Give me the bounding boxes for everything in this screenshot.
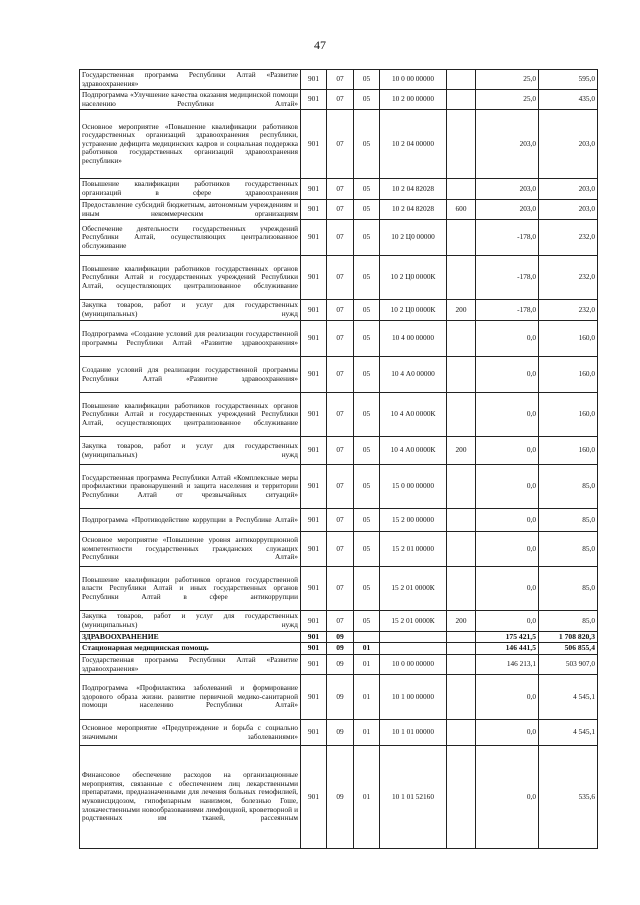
amount-total-cell: 232,0: [539, 220, 598, 256]
table-row: [80, 321, 598, 357]
expense-type-cell: [447, 720, 476, 746]
ministry-code-cell: 901: [301, 567, 327, 611]
section-code-cell: 07: [327, 509, 354, 532]
target-article-cell: 10 1 00 00000: [380, 675, 447, 720]
row-name-cell: ЗДРАВООХРАНЕНИЕ: [80, 632, 301, 643]
ministry-code-cell: 901: [301, 655, 327, 675]
table-row: [80, 720, 598, 746]
table-row: [80, 357, 598, 393]
target-article-cell: [380, 632, 447, 643]
amount-total-cell: 85,0: [539, 611, 598, 632]
target-article-cell: 10 4 А0 0000К: [380, 393, 447, 437]
target-article-cell: 10 0 00 00000: [380, 655, 447, 675]
amount-total-cell: 160,0: [539, 321, 598, 357]
row-name-cell: Финансовое обеспечение расходов на организационные мероприятия, связанные с обеспечением лиц лекарственными препаратами, предназначенными для лечения больных гемофилией, муковисцидозом, гипофизарным нанизмом, болезнью Гоше, злокачественными новообразованиями лимфоидной, кроветворной и родственных им тканей, рассеянным: [80, 746, 301, 849]
row-name-cell: Подпрограмма «Противодействие коррупции в Республике Алтай»: [80, 509, 301, 532]
row-name-cell: Государственная программа Республики Алтай «Развитие здравоохранения»: [80, 70, 301, 90]
target-article-cell: 10 2 04 00000: [380, 110, 447, 179]
row-name-cell: Основное мероприятие «Повышение квалификации работников государственных организаций здравоохранения республики, устранение дефицита медицинских кадров и социальная поддержка работников государственных организаций здравоохранения республики»: [80, 110, 301, 179]
target-article-cell: 10 1 01 52160: [380, 746, 447, 849]
ministry-code-cell: 901: [301, 611, 327, 632]
amount-change-cell: 146 213,1: [476, 655, 539, 675]
expense-type-cell: [447, 655, 476, 675]
section-code-cell: 07: [327, 256, 354, 300]
target-article-cell: 10 2 Ц0 00000: [380, 220, 447, 256]
ministry-code-cell: 901: [301, 179, 327, 200]
amount-total-cell: 203,0: [539, 179, 598, 200]
table-row: [80, 675, 598, 720]
table-row: [80, 179, 598, 200]
amount-total-cell: 506 855,4: [539, 643, 598, 655]
row-name-cell: Стационарная медицинская помощь: [80, 643, 301, 655]
amount-change-cell: 0,0: [476, 675, 539, 720]
subsection-code-cell: 05: [354, 393, 380, 437]
section-code-cell: 07: [327, 437, 354, 465]
amount-change-cell: 0,0: [476, 567, 539, 611]
table-row: [80, 532, 598, 567]
target-article-cell: 15 2 01 0000К: [380, 567, 447, 611]
section-code-cell: 07: [327, 300, 354, 321]
section-code-cell: 07: [327, 465, 354, 509]
ministry-code-cell: 901: [301, 90, 327, 110]
expense-type-cell: 200: [447, 437, 476, 465]
subsection-code-cell: 05: [354, 509, 380, 532]
section-code-cell: 07: [327, 110, 354, 179]
expense-type-cell: [447, 532, 476, 567]
ministry-code-cell: 901: [301, 720, 327, 746]
expense-type-cell: [447, 256, 476, 300]
subsection-code-cell: 05: [354, 90, 380, 110]
subsection-code-cell: 05: [354, 532, 380, 567]
section-code-cell: 09: [327, 632, 354, 643]
expense-type-cell: [447, 675, 476, 720]
row-name-cell: Предоставление субсидий бюджетным, автономным учреждениям и иным некоммерческим организациям: [80, 200, 301, 220]
expense-type-cell: [447, 465, 476, 509]
amount-change-cell: 0,0: [476, 532, 539, 567]
table-row: [80, 200, 598, 220]
table-row: [80, 300, 598, 321]
page-number: 47: [314, 38, 326, 52]
subsection-code-cell: 05: [354, 200, 380, 220]
expense-type-cell: [447, 632, 476, 643]
table-row: [80, 437, 598, 465]
subsection-code-cell: 05: [354, 357, 380, 393]
row-name-cell: Закупка товаров, работ и услуг для государственных (муниципальных) нужд: [80, 300, 301, 321]
section-code-cell: 07: [327, 357, 354, 393]
subsection-code-cell: 01: [354, 643, 380, 655]
subsection-code-cell: 01: [354, 720, 380, 746]
budget-table: [79, 69, 598, 849]
subsection-code-cell: [354, 632, 380, 643]
expense-type-cell: [447, 746, 476, 849]
row-name-cell: Закупка товаров, работ и услуг для государственных (муниципальных) нужд: [80, 437, 301, 465]
target-article-cell: 10 2 Ц0 0000К: [380, 300, 447, 321]
amount-total-cell: 1 708 820,3: [539, 632, 598, 643]
target-article-cell: 10 4 А0 00000: [380, 357, 447, 393]
expense-type-cell: [447, 509, 476, 532]
amount-total-cell: 4 545,1: [539, 675, 598, 720]
amount-change-cell: 203,0: [476, 200, 539, 220]
amount-total-cell: 85,0: [539, 509, 598, 532]
row-name-cell: Повышение квалификации работников государственных органов Республики Алтай и государственных учреждений Республики Алтай, осуществляющих централизованное обслуживание: [80, 256, 301, 300]
table-row: [80, 465, 598, 509]
target-article-cell: 10 2 04 82028: [380, 179, 447, 200]
target-article-cell: 15 2 01 0000К: [380, 611, 447, 632]
expense-type-cell: 200: [447, 300, 476, 321]
section-code-cell: 07: [327, 567, 354, 611]
subsection-code-cell: 01: [354, 746, 380, 849]
subsection-code-cell: 01: [354, 655, 380, 675]
amount-total-cell: 203,0: [539, 200, 598, 220]
subsection-code-cell: 05: [354, 256, 380, 300]
amount-total-cell: 535,6: [539, 746, 598, 849]
section-code-cell: 07: [327, 70, 354, 90]
table-row: [80, 567, 598, 611]
target-article-cell: 15 0 00 00000: [380, 465, 447, 509]
section-code-cell: 07: [327, 321, 354, 357]
ministry-code-cell: 901: [301, 220, 327, 256]
row-name-cell: Государственная программа Республики Алтай «Комплексные меры профилактики правонарушений и защита населения и территории Республики Алтай от чрезвычайных ситуаций»: [80, 465, 301, 509]
subsection-code-cell: 05: [354, 567, 380, 611]
table-row: [80, 509, 598, 532]
table-row: [80, 655, 598, 675]
amount-change-cell: 203,0: [476, 179, 539, 200]
row-name-cell: Подпрограмма «Профилактика заболеваний и формирование здорового образа жизни. развитие первичной медико-санитарной помощи населению Республики Алтай»: [80, 675, 301, 720]
table-row: [80, 393, 598, 437]
amount-change-cell: 0,0: [476, 465, 539, 509]
amount-total-cell: 203,0: [539, 110, 598, 179]
amount-change-cell: 0,0: [476, 509, 539, 532]
amount-change-cell: 25,0: [476, 90, 539, 110]
row-name-cell: Повышение квалификации работников государственных организаций в сфере здравоохранения: [80, 179, 301, 200]
ministry-code-cell: 901: [301, 70, 327, 90]
amount-total-cell: 85,0: [539, 465, 598, 509]
table-row: [80, 70, 598, 90]
section-code-cell: 09: [327, 720, 354, 746]
target-article-cell: 10 2 04 82028: [380, 200, 447, 220]
expense-type-cell: [447, 110, 476, 179]
expense-type-cell: [447, 393, 476, 437]
amount-change-cell: 0,0: [476, 746, 539, 849]
subsection-code-cell: 05: [354, 465, 380, 509]
subsection-code-cell: 05: [354, 300, 380, 321]
expense-type-cell: [447, 567, 476, 611]
section-code-cell: 09: [327, 675, 354, 720]
amount-change-cell: 25,0: [476, 70, 539, 90]
ministry-code-cell: 901: [301, 532, 327, 567]
expense-type-cell: [447, 179, 476, 200]
table-row: [80, 110, 598, 179]
amount-change-cell: 0,0: [476, 437, 539, 465]
amount-change-cell: -178,0: [476, 220, 539, 256]
section-code-cell: 07: [327, 179, 354, 200]
row-name-cell: Закупка товаров, работ и услуг для государственных (муниципальных) нужд: [80, 611, 301, 632]
table-row: [80, 256, 598, 300]
target-article-cell: 10 0 00 00000: [380, 70, 447, 90]
expense-type-cell: [447, 643, 476, 655]
amount-total-cell: 595,0: [539, 70, 598, 90]
amount-total-cell: 160,0: [539, 437, 598, 465]
target-article-cell: 10 4 00 00000: [380, 321, 447, 357]
ministry-code-cell: 901: [301, 643, 327, 655]
amount-change-cell: 0,0: [476, 321, 539, 357]
row-name-cell: Государственная программа Республики Алтай «Развитие здравоохранения»: [80, 655, 301, 675]
amount-change-cell: 0,0: [476, 611, 539, 632]
subsection-code-cell: 01: [354, 675, 380, 720]
ministry-code-cell: 901: [301, 256, 327, 300]
section-code-cell: 07: [327, 393, 354, 437]
table-row: [80, 220, 598, 256]
ministry-code-cell: 901: [301, 632, 327, 643]
amount-total-cell: 503 907,0: [539, 655, 598, 675]
subsection-code-cell: 05: [354, 437, 380, 465]
amount-change-cell: 203,0: [476, 110, 539, 179]
table-row: [80, 643, 598, 655]
amount-change-cell: 175 421,5: [476, 632, 539, 643]
target-article-cell: 15 2 00 00000: [380, 509, 447, 532]
ministry-code-cell: 901: [301, 321, 327, 357]
target-article-cell: [380, 643, 447, 655]
section-code-cell: 09: [327, 643, 354, 655]
row-name-cell: Создание условий для реализации государственной программы Республики Алтай «Развитие здравоохранения»: [80, 357, 301, 393]
row-name-cell: Подпрограмма «Создание условий для реализации государственной программы Республики Алтай «Развитие здравоохранения»: [80, 321, 301, 357]
ministry-code-cell: 901: [301, 437, 327, 465]
amount-total-cell: 232,0: [539, 256, 598, 300]
section-code-cell: 07: [327, 200, 354, 220]
expense-type-cell: [447, 357, 476, 393]
row-name-cell: Подпрограмма «Улучшение качества оказания медицинской помощи населению Республики Алтай»: [80, 90, 301, 110]
expense-type-cell: [447, 70, 476, 90]
amount-total-cell: 85,0: [539, 532, 598, 567]
amount-change-cell: 0,0: [476, 720, 539, 746]
table-row: [80, 632, 598, 643]
ministry-code-cell: 901: [301, 110, 327, 179]
amount-change-cell: -178,0: [476, 300, 539, 321]
subsection-code-cell: 05: [354, 611, 380, 632]
expense-type-cell: [447, 90, 476, 110]
table-row: [80, 746, 598, 849]
row-name-cell: Повышение квалификации работников органов государственной власти Республики Алтай и иных государственных органов Республики Алтай в сфере антикоррупции: [80, 567, 301, 611]
subsection-code-cell: 05: [354, 220, 380, 256]
section-code-cell: 07: [327, 90, 354, 110]
row-name-cell: Обеспечение деятельности государственных учреждений Республики Алтай, осуществляющих централизованное обслуживание: [80, 220, 301, 256]
section-code-cell: 09: [327, 746, 354, 849]
ministry-code-cell: 901: [301, 200, 327, 220]
expense-type-cell: 200: [447, 611, 476, 632]
expense-type-cell: 600: [447, 200, 476, 220]
subsection-code-cell: 05: [354, 179, 380, 200]
amount-total-cell: 160,0: [539, 357, 598, 393]
expense-type-cell: [447, 220, 476, 256]
section-code-cell: 07: [327, 611, 354, 632]
target-article-cell: 10 2 00 00000: [380, 90, 447, 110]
section-code-cell: 07: [327, 532, 354, 567]
subsection-code-cell: 05: [354, 110, 380, 179]
section-code-cell: 07: [327, 220, 354, 256]
target-article-cell: 10 4 А0 0000К: [380, 437, 447, 465]
amount-change-cell: 0,0: [476, 357, 539, 393]
target-article-cell: 10 1 01 00000: [380, 720, 447, 746]
ministry-code-cell: 901: [301, 393, 327, 437]
amount-change-cell: 146 441,5: [476, 643, 539, 655]
ministry-code-cell: 901: [301, 675, 327, 720]
ministry-code-cell: 901: [301, 300, 327, 321]
table-row: [80, 611, 598, 632]
amount-total-cell: 435,0: [539, 90, 598, 110]
section-code-cell: 09: [327, 655, 354, 675]
row-name-cell: Основное мероприятие «Повышение уровня антикоррупционной компетентности государственных гражданских служащих Республики Алтай»: [80, 532, 301, 567]
amount-total-cell: 232,0: [539, 300, 598, 321]
subsection-code-cell: 05: [354, 321, 380, 357]
ministry-code-cell: 901: [301, 746, 327, 849]
ministry-code-cell: 901: [301, 509, 327, 532]
row-name-cell: Повышение квалификации работников государственных органов Республики Алтай и государственных учреждений Республики Алтай, осуществляющих централизованное обслуживание: [80, 393, 301, 437]
table-row: [80, 90, 598, 110]
ministry-code-cell: 901: [301, 465, 327, 509]
row-name-cell: Основное мероприятие «Предупреждение и борьба с социально значимыми заболеваниями»: [80, 720, 301, 746]
amount-change-cell: 0,0: [476, 393, 539, 437]
target-article-cell: 10 2 Ц0 0000К: [380, 256, 447, 300]
amount-change-cell: -178,0: [476, 256, 539, 300]
ministry-code-cell: 901: [301, 357, 327, 393]
amount-total-cell: 4 545,1: [539, 720, 598, 746]
subsection-code-cell: 05: [354, 70, 380, 90]
amount-total-cell: 160,0: [539, 393, 598, 437]
target-article-cell: 15 2 01 00000: [380, 532, 447, 567]
amount-total-cell: 85,0: [539, 567, 598, 611]
expense-type-cell: [447, 321, 476, 357]
